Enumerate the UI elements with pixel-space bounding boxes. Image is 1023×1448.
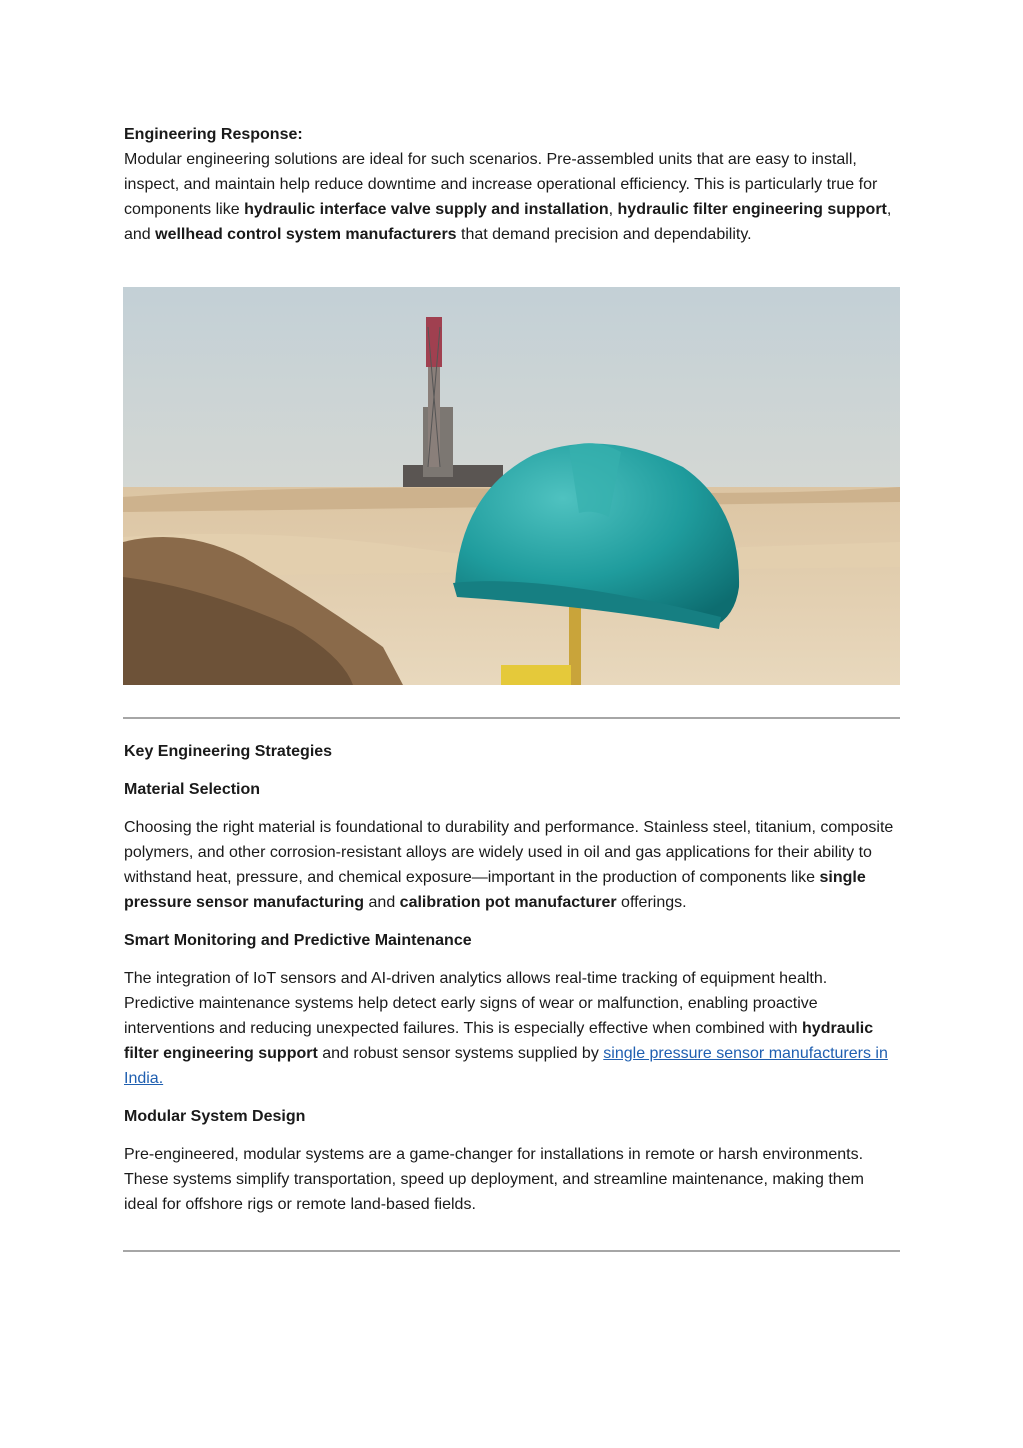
sensor-manufacturers-link[interactable]: single pressure sensor manufacturers in India. [124,1045,888,1087]
intro-section [124,122,900,247]
smart-monitoring-paragraph: The integration of IoT sensors and AI-driven analytics allows real-time tracking of equipment health. Predictive maintenance systems help detect early signs of wear or malfunction, enabling proactive interventions and reducing unexpected failures. This is especially effective when combined with hydraulic filter engineering support and robust sensor systems supplied by single pressure sensor manufacturers in India. [124,970,888,1087]
smart-monitoring-heading: Smart Monitoring and Predictive Maintenance [124,932,472,949]
strategies-section [124,739,900,1217]
intro-paragraph: Modular engineering solutions are ideal for such scenarios. Pre-assembled units that are easy to install, inspect, and maintain help reduce downtime and increase operational efficiency. This is particularly true for components like hydraulic interface valve supply and installation, hydraulic filter engineering support, and wellhead control system manufacturers that demand precision and dependability. [124,151,892,243]
material-selection-paragraph: Choosing the right material is foundational to durability and performance. Stainless steel, titanium, composite polymers, and other corrosion-resistant alloys are widely used in oil and gas applications for their ability to withstand heat, pressure, and chemical exposure—important in the production of components like single pressure sensor manufacturing and calibration pot manufacturer offerings. [124,819,894,911]
material-selection-heading: Material Selection [124,781,261,798]
hard-hat-oil-rig-image [123,287,900,685]
modular-design-paragraph: Pre-engineered, modular systems are a game-changer for installations in remote or harsh environments. These systems simplify transportation, speed up deployment, and streamline maintenance, making them ideal for offshore rigs or remote land-based fields. [124,1146,864,1213]
horizontal-divider [123,717,900,719]
horizontal-divider [123,1250,900,1252]
modular-design-heading: Modular System Design [124,1108,306,1125]
section-heading: Engineering Response: [124,126,303,143]
strategies-title: Key Engineering Strategies [124,743,333,760]
